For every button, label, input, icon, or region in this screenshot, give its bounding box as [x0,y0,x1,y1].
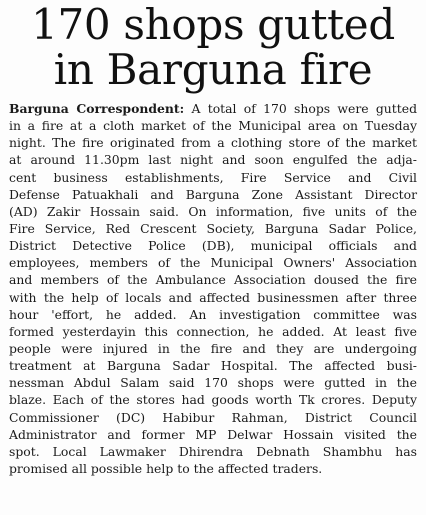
headline-line-2: in Barguna fire [53,45,373,94]
article-line-13: hour 'effort, he added. An investigation committee was [9,306,417,322]
article-line-11: and members of the Ambulance Association doused the fire [9,272,417,288]
article-line-15: people were injured in the fire and they are undergoing [9,340,417,356]
article-line-6: Defense Patuakhali and Barguna Zone Assistant Director [9,186,417,202]
headline-line-1: 170 shops gutted [31,0,395,49]
article-line-12: with the help of locals and affected businessmen after three [9,289,417,305]
article-line-2: in a fire at a cloth market of the Municipal area on Tuesday [9,118,417,134]
article-line-17: nessman Abdul Salam said 170 shops were gutted in the [9,375,417,391]
article-line-21: spot. Local Lawmaker Dhirendra Debnath Shambhu has [9,443,417,459]
article-line-9: District Detective Police (DB), municipal officials and [9,238,417,254]
article-line-20: Administrator and former MP Delwar Hossain visited the [9,426,417,442]
article-line-18: blaze. Each of the stores had goods worth Tk crores. Deputy [9,392,417,408]
byline: Barguna Correspondent: [9,101,185,116]
article-line-3: night. The fire originated from a clothing store of the market [9,135,417,151]
article-line-1 [9,100,417,117]
article-line-16: treatment at Barguna Sadar Hospital. The affected busi- [9,358,417,374]
article-line-7: (AD) Zakir Hossain said. On information, five units of the [9,203,417,219]
article-line-5: cent business establishments, Fire Service and Civil [9,169,417,185]
article-line-10: employees, members of the Municipal Owners' Association [9,255,417,271]
article-line-8: Fire Service, Red Crescent Society, Barguna Sadar Police, [9,220,417,236]
article-line-19: Commissioner (DC) Habibur Rahman, District Council [9,409,417,425]
article-body [9,100,417,477]
article-line-22: promised all possible help to the affected traders. [9,460,323,476]
article-line-1-text: A total of 170 shops were gutted [184,101,418,116]
article-line-4: at around 11.30pm last night and soon engulfed the adja- [9,152,417,168]
article-line-14: formed yesterdayin this connection, he added. At least five [9,323,417,339]
